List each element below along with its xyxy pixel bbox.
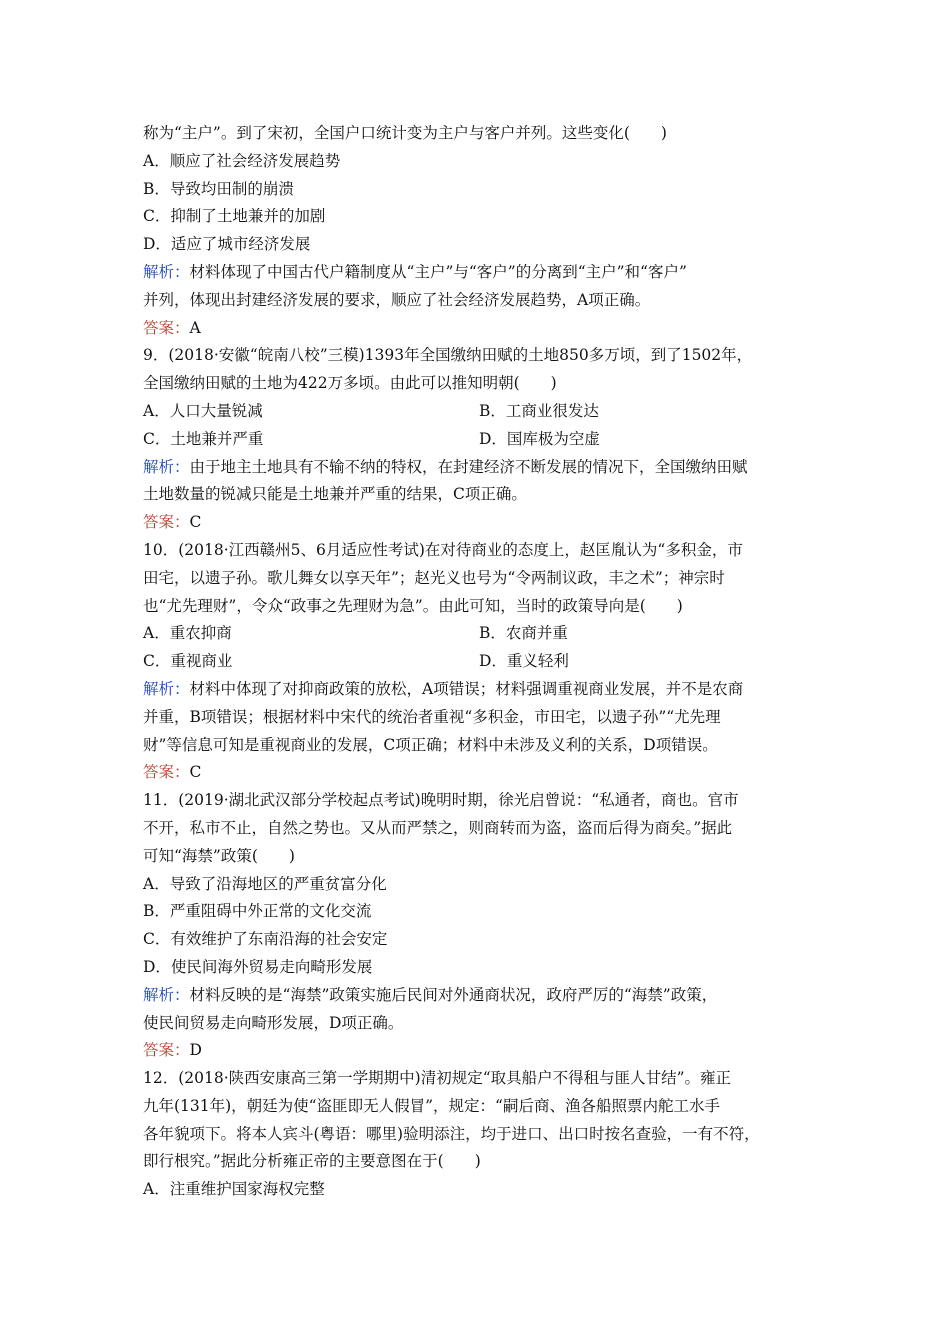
line-text: 12．(2018·陕西安康高三第一学期期中)清初规定“取具船户不得租与匪人甘结”。雍正 xyxy=(143,1069,732,1088)
text-line xyxy=(143,120,815,148)
text-line xyxy=(143,732,815,760)
text-line xyxy=(143,537,815,565)
line-text: A．注重维护国家海权完整 xyxy=(143,1180,325,1199)
answer-label: 答案： xyxy=(143,513,190,532)
answer-line xyxy=(143,315,815,343)
line-text: 即行根究。”据此分析雍正帝的主要意图在于( ) xyxy=(143,1152,481,1171)
text-line xyxy=(143,843,815,871)
text-line xyxy=(143,370,815,398)
option-row xyxy=(143,620,815,648)
text-line xyxy=(143,203,815,231)
line-text: 11．(2019·湖北武汉部分学校起点考试)晚明时期，徐光启曾说：“私通者，商也。官市 xyxy=(143,791,739,810)
answer-line xyxy=(143,1037,815,1065)
line-text: B．严重阻碍中外正常的文化交流 xyxy=(143,902,372,921)
text-line xyxy=(143,815,815,843)
text-line xyxy=(143,926,815,954)
text-line xyxy=(143,1010,815,1038)
text-line xyxy=(143,898,815,926)
line-text: 并列，体现出封建经济发展的要求，顺应了社会经济发展趋势，A项正确。 xyxy=(143,290,651,309)
analysis-line xyxy=(143,982,815,1010)
analysis-label: 解析： xyxy=(143,985,190,1004)
line-text: 财”等信息可知是重视商业的发展，C项正确；材料中未涉及义利的关系，D项错误。 xyxy=(143,735,718,754)
option-left: C．重视商业 xyxy=(143,652,233,671)
answer-label: 答案： xyxy=(143,763,190,782)
text-line xyxy=(143,704,815,732)
line-text: C．抑制了土地兼并的加剧 xyxy=(143,207,326,226)
line-text: B．导致均田制的崩溃 xyxy=(143,179,294,198)
option-right: B．工商业很发达 xyxy=(479,401,599,420)
line-text: 各年貌项下。将本人宾斗(粤语：哪里)验明添注，均于进口、出口时按名查验，一有不符， xyxy=(143,1124,760,1143)
answer-line xyxy=(143,759,815,787)
line-text: 也“尤先理财”，令众“政事之先理财为急”。由此可知，当时的政策导向是( ) xyxy=(143,596,683,615)
option-left: C．土地兼并严重 xyxy=(143,429,264,448)
line-text: 10．(2018·江西赣州5、6月适应性考试)在对待商业的态度上，赵匡胤认为“多积金，市 xyxy=(143,540,743,559)
analysis-text: 材料中体现了对抑商政策的放松，A项错误；材料强调重视商业发展，并不是农商 xyxy=(189,679,744,698)
analysis-text: 由于地主土地具有不输不纳的特权，在封建经济不断发展的情况下，全国缴纳田赋 xyxy=(189,457,748,476)
analysis-label: 解析： xyxy=(143,679,190,698)
text-line xyxy=(143,787,815,815)
line-text: 全国缴纳田赋的土地为422万多顷。由此可以推知明朝( ) xyxy=(143,374,557,393)
option-right: B．农商并重 xyxy=(479,624,568,643)
answer-label: 答案： xyxy=(143,318,190,337)
text-line xyxy=(143,481,815,509)
line-text: 田宅，以遗子孙。歌儿舞女以享天年”；赵光义也号为“令两制议政，丰之术”；神宗时 xyxy=(143,568,725,587)
line-text: D．使民间海外贸易走向畸形发展 xyxy=(143,957,373,976)
analysis-line xyxy=(143,259,815,287)
analysis-text: 材料体现了中国古代户籍制度从“主户”与“客户”的分离到“主户”和“客户” xyxy=(189,262,687,281)
line-text: 并重，B项错误；根据材料中宋代的统治者重视“多积金，市田宅，以遗子孙”“尤先理 xyxy=(143,707,721,726)
analysis-line xyxy=(143,676,815,704)
line-text: 不开，私市不止，自然之势也。又从而严禁之，则商转而为盗，盗而后得为商矣。”据此 xyxy=(143,818,733,837)
answer-value: A xyxy=(189,318,201,337)
text-line xyxy=(143,287,815,315)
answer-value: D xyxy=(189,1041,202,1060)
answer-value: C xyxy=(189,513,202,532)
option-row xyxy=(143,398,815,426)
text-line xyxy=(143,176,815,204)
line-text: A．导致了沿海地区的严重贫富分化 xyxy=(143,874,387,893)
line-text: D．适应了城市经济发展 xyxy=(143,235,311,254)
line-text: C．有效维护了东南沿海的社会安定 xyxy=(143,930,388,949)
line-text: A．顺应了社会经济发展趋势 xyxy=(143,151,341,170)
answer-value: C xyxy=(189,763,202,782)
text-line xyxy=(143,1121,815,1149)
text-line xyxy=(143,1093,815,1121)
text-line xyxy=(143,1176,815,1204)
line-text: 称为“主户”。到了宋初，全国户口统计变为主户与客户并列。这些变化( ) xyxy=(143,124,667,142)
answer-label: 答案： xyxy=(143,1041,190,1060)
text-line xyxy=(143,871,815,899)
option-left: A．重农抑商 xyxy=(143,624,232,643)
text-line xyxy=(143,342,815,370)
text-line xyxy=(143,231,815,259)
line-text: 九年(131年)，朝廷为使“盗匪即无人假冒”，规定：“嗣后商、渔各船照票内舵工水手 xyxy=(143,1096,720,1115)
text-line xyxy=(143,565,815,593)
line-text: 9．(2018·安徽“皖南八校”三模)1393年全国缴纳田赋的土地850多万顷，到了1502年， xyxy=(143,346,753,365)
text-line xyxy=(143,1065,815,1093)
answer-line xyxy=(143,509,815,537)
document-body xyxy=(143,120,815,1204)
option-row xyxy=(143,648,815,676)
text-line xyxy=(143,148,815,176)
option-right: D．国库极为空虚 xyxy=(479,429,600,448)
text-line xyxy=(143,954,815,982)
analysis-text: 材料反映的是“海禁”政策实施后民间对外通商状况，政府严厉的“海禁”政策， xyxy=(189,985,718,1004)
analysis-label: 解析： xyxy=(143,262,190,281)
text-line xyxy=(143,1148,815,1176)
line-text: 可知“海禁”政策( ) xyxy=(143,846,295,865)
line-text: 使民间贸易走向畸形发展，D项正确。 xyxy=(143,1013,404,1032)
option-row xyxy=(143,426,815,454)
line-text: 土地数量的锐减只能是土地兼并严重的结果，C项正确。 xyxy=(143,485,527,504)
analysis-label: 解析： xyxy=(143,457,190,476)
analysis-line xyxy=(143,454,815,482)
option-left: A．人口大量锐减 xyxy=(143,401,263,420)
text-line xyxy=(143,593,815,621)
option-right: D．重义轻利 xyxy=(479,652,569,671)
